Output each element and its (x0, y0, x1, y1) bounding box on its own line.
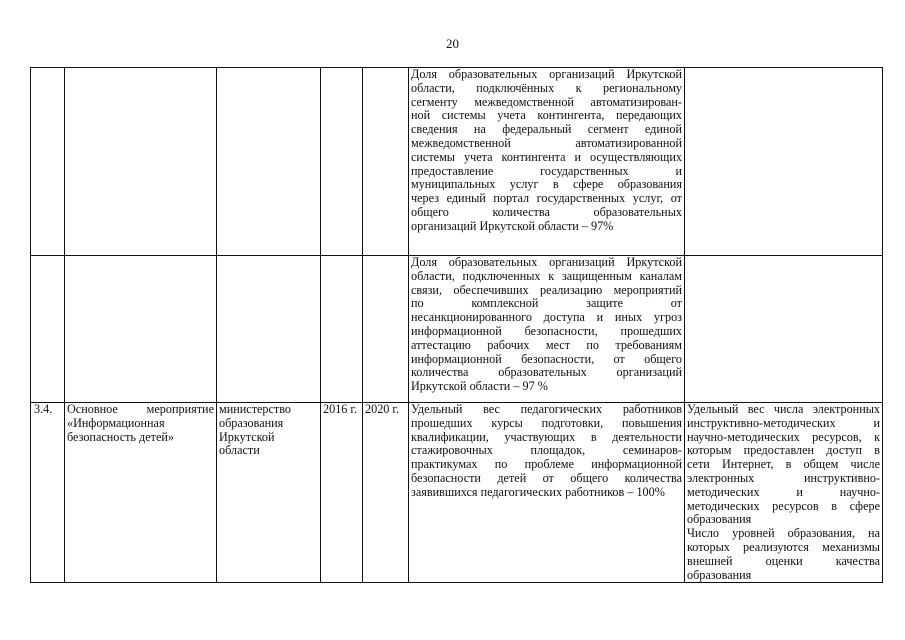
text-line: Доля образовательных организаций Иркутской (411, 255, 682, 269)
text-line: инструктивно-методических и (687, 415, 880, 430)
text-line: общего количества образовательных (411, 204, 682, 219)
text-line: Иркутской области – 97 % (411, 379, 548, 394)
table-row (31, 256, 883, 403)
text-line: несанкционированного доступа и иных угроз (411, 310, 682, 325)
text-line: количества образовательных организаций (411, 365, 682, 380)
text-line: прошедших курсы подготовки, повышения (411, 415, 682, 430)
text-line: «Информационная (67, 415, 165, 430)
executor-cell (217, 403, 321, 583)
page-number: 20 (446, 36, 459, 51)
result-cell (685, 68, 883, 256)
text-line: практикумах по проблеме информационной (411, 457, 682, 472)
indicator-cell (409, 256, 685, 403)
text-line: безопасность детей» (67, 429, 174, 444)
end-year-cell (363, 256, 409, 403)
text-line: организаций Иркутской области – 97% (411, 218, 614, 233)
text-line: внешней оценки качества (687, 553, 880, 568)
text-line: министерство (219, 402, 292, 416)
item-number-cell (31, 68, 65, 256)
text-line: квалификации, участвующих в деятельности (411, 429, 682, 444)
item-number-cell: 3.4. (31, 403, 65, 583)
text-line: аттестацию рабочих мест по требованиям (411, 337, 682, 352)
text-line: сети Интернет, в общем числе (687, 457, 880, 472)
text-line: Доля образовательных организаций Иркутской (411, 67, 682, 81)
event-cell (65, 403, 217, 583)
text-line: области (219, 443, 260, 458)
text-line: области, подключённых к региональному (411, 80, 682, 95)
text-line: образования (219, 415, 284, 430)
executor-cell (217, 256, 321, 403)
result-cell (685, 256, 883, 403)
text-line: предоставление государственных и (411, 163, 682, 178)
text-line: методических ресурсов в сфере (687, 498, 880, 513)
text-line: электронных инструктивно- (687, 470, 880, 485)
text-line: образования (687, 567, 752, 582)
table-row (31, 68, 883, 256)
start-year-cell (321, 256, 363, 403)
event-cell (65, 68, 217, 256)
text-line: связи, обеспечивших реализацию мероприятий (411, 282, 682, 297)
text-line: информационной безопасности, от общего (411, 351, 682, 366)
event-cell (65, 256, 217, 403)
text-line: информационной безопасности, прошедших (411, 323, 682, 338)
item-number-cell (31, 256, 65, 403)
text-line: образования (687, 512, 752, 527)
text-line: Удельный вес числа электронных (687, 402, 880, 416)
text-line: через единый портал государственных услуг, от (411, 191, 682, 206)
text-line: Удельный вес педагогических работников (411, 402, 682, 416)
text-line: Иркутской (219, 429, 275, 444)
text-line: научно-методических ресурсов, к (687, 429, 880, 444)
text-line: по комплексной защите от (411, 296, 682, 311)
text-line: которым предоставлен доступ в (687, 443, 880, 458)
text-line: сведения на федеральный сегмент единой (411, 122, 682, 137)
text-line: заявившихся педагогических работников – 100% (411, 484, 665, 499)
end-year-cell (363, 68, 409, 256)
start-year-cell: 2016 г. (321, 403, 363, 583)
result-cell (685, 403, 883, 583)
end-year-cell: 2020 г. (363, 403, 409, 583)
text-line: Число уровней образования, на (687, 526, 880, 541)
executor-cell (217, 68, 321, 256)
text-line: муниципальных услуг в сфере образования (411, 177, 682, 192)
text-line: сегменту межведомственной автоматизирован- (411, 94, 682, 109)
text-line: безопасности детей от общего количества (411, 470, 682, 485)
text-line: методических и научно- (687, 484, 880, 499)
text-line: которых реализуются механизмы (687, 539, 880, 554)
table-row (31, 403, 883, 583)
text-line: стажировочных площадок, семинаров- (411, 443, 682, 458)
text-line: области, подключенных к защищенным каналам (411, 268, 682, 283)
program-table (30, 67, 883, 583)
text-line: Основное мероприятие (67, 402, 214, 416)
text-line: ной системы учета контингента, передающих (411, 108, 682, 123)
text-line: системы учета контингента и осуществляющих (411, 149, 682, 164)
indicator-cell (409, 403, 685, 583)
text-line: межведомственной автоматизированной (411, 135, 682, 150)
start-year-cell (321, 68, 363, 256)
indicator-cell (409, 68, 685, 256)
